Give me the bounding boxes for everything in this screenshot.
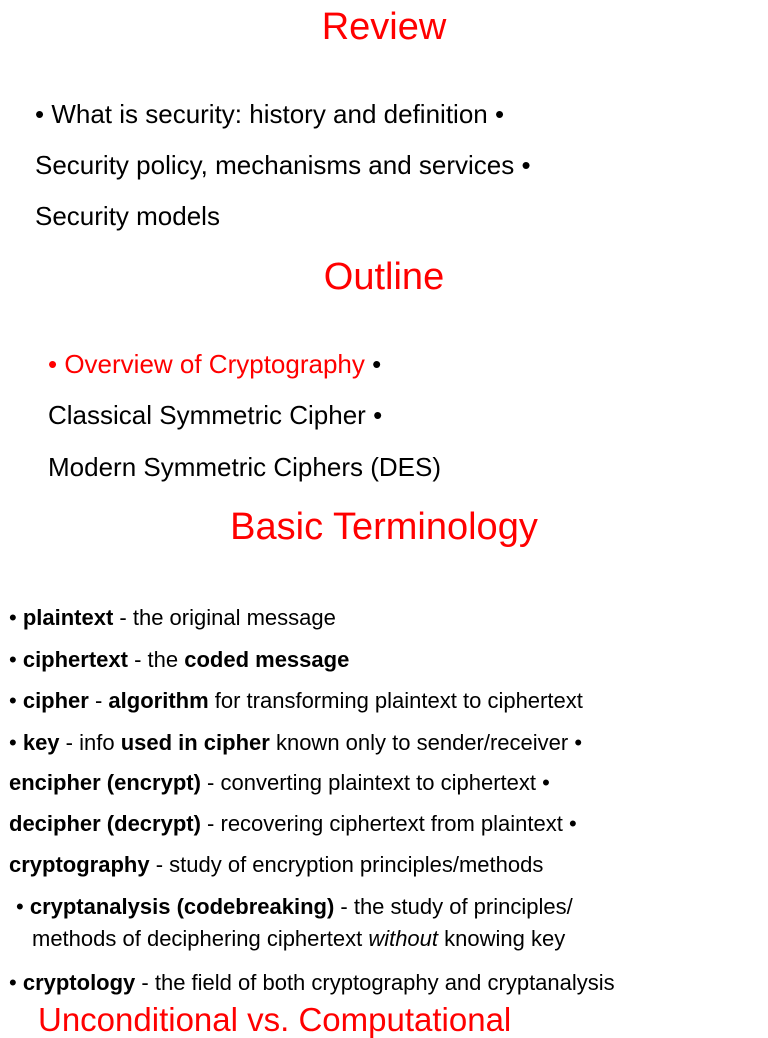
outline-bullet: • <box>364 349 382 379</box>
terminology-heading: Basic Terminology <box>230 506 538 548</box>
term-plaintext: • plaintext - the original message <box>9 605 336 630</box>
term-cryptology: • cryptology - the field of both cryptography and cryptanalysis <box>9 970 615 995</box>
review-heading: Review <box>321 6 447 48</box>
term-decipher: decipher (decrypt) - recovering ciphertext from plaintext • <box>9 811 577 836</box>
term-encipher: encipher (encrypt) - converting plaintext to ciphertext • <box>9 770 550 795</box>
outline-item-highlighted: • Overview of Cryptography <box>48 349 365 379</box>
review-line-2: Security policy, mechanisms and services • <box>35 150 531 180</box>
outline-line-1 <box>48 351 381 377</box>
term-cryptography: cryptography - study of encryption principles/methods <box>9 852 544 877</box>
outline-heading: Outline <box>323 256 445 298</box>
term-cryptanalysis-cont: methods of deciphering ciphertext without knowing key <box>32 926 566 951</box>
review-line-3: Security models <box>35 201 220 231</box>
review-line-1: • What is security: history and definition • <box>35 99 505 129</box>
outline-line-2: Classical Symmetric Cipher • <box>48 400 383 430</box>
term-key: • key - info used in cipher known only to sender/receiver • <box>9 730 583 755</box>
next-heading: Unconditional vs. Computational <box>38 1001 512 1038</box>
term-ciphertext: • ciphertext - the coded message <box>9 647 350 672</box>
term-cryptanalysis: • cryptanalysis (codebreaking) - the study of principles/ <box>16 894 573 919</box>
outline-line-3: Modern Symmetric Ciphers (DES) <box>48 452 441 482</box>
term-cipher: • cipher - algorithm for transforming plaintext to ciphertext <box>9 688 583 713</box>
